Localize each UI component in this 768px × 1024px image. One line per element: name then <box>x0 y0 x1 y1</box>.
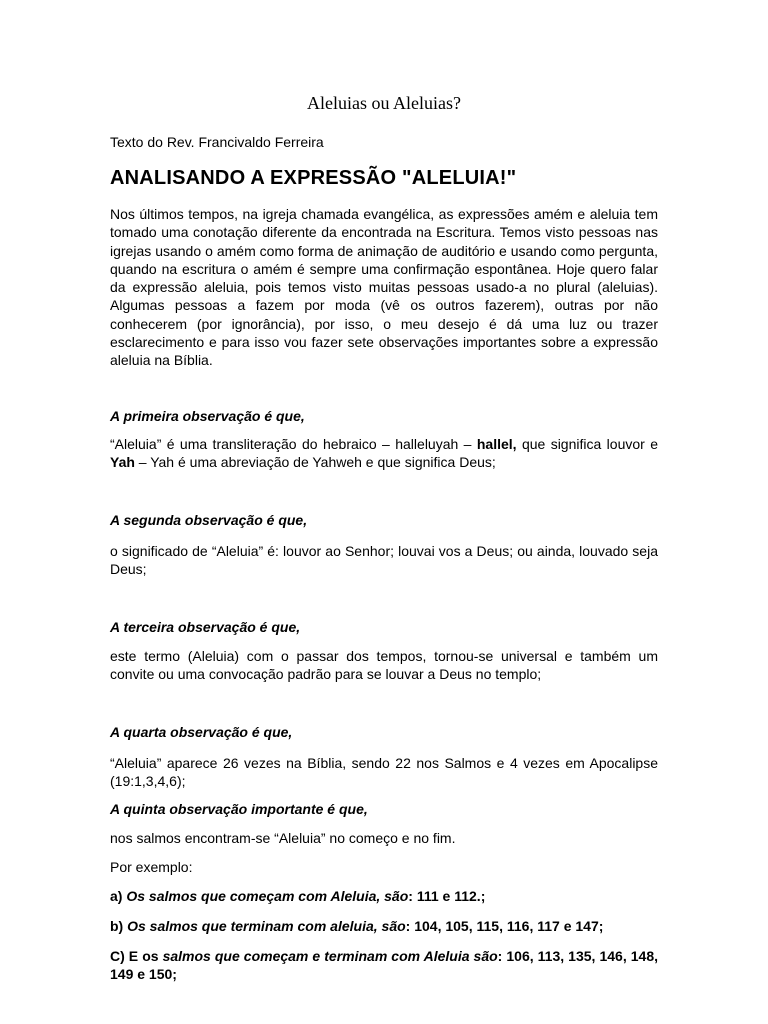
obs1-text-3: – Yah é uma abreviação de Yahweh e que significa Deus; <box>134 454 496 471</box>
list-a-values: : 111 e 112.; <box>408 888 486 904</box>
observation-1-text <box>110 435 658 472</box>
list-a-label: Os salmos que começam com Aleluia, são <box>122 888 409 904</box>
observation-4-heading: A quarta observação é que, <box>110 724 293 740</box>
observation-3-text: este termo (Aleluia) com o passar dos tempos, tornou-se universal e também um convite ou uma convocação padrão para se louvar a Deus no templo; <box>110 648 658 683</box>
list-item-c <box>110 947 658 984</box>
obs1-hallel: hallel, <box>476 436 517 452</box>
obs1-text-1: “Aleluia” é uma transliteração do hebraico – halleluyah – <box>110 436 477 452</box>
author-line: Texto do Rev. Francivaldo Ferreira <box>110 134 324 150</box>
obs1-text-2: que significa louvor e <box>516 436 658 452</box>
list-b-marker: b) <box>110 918 124 934</box>
section-heading: ANALISANDO A EXPRESSÃO "ALELUIA!" <box>110 167 517 189</box>
observation-2-heading: A segunda observação é que, <box>110 512 308 528</box>
list-b-values: : 104, 105, 115, 116, 117 e 147; <box>405 918 604 934</box>
obs1-yah: Yah <box>110 454 135 471</box>
observation-5-heading: A quinta observação importante é que, <box>110 801 368 817</box>
list-b-label: Os salmos que terminam com aleluia, são <box>123 918 406 934</box>
example-label: Por exemplo: <box>110 859 193 875</box>
observation-3-heading: A terceira observação é que, <box>110 619 301 635</box>
list-c-label: salmos que começam e terminam com Aleluia são <box>158 948 498 964</box>
list-item-b <box>110 918 603 934</box>
observation-5-text: nos salmos encontram-se “Aleluia” no começo e no fim. <box>110 830 456 846</box>
list-c-values: : 106, 113, 135, 146, 148, 149 e 150; <box>110 948 658 983</box>
observation-2-text: o significado de “Aleluia” é: louvor ao Senhor; louvai vos a Deus; ou ainda, louvado seja Deus; <box>110 543 658 578</box>
list-c-marker: C) E os <box>110 948 159 964</box>
list-item-a <box>110 888 485 904</box>
observation-4-text: “Aleluia” aparece 26 vezes na Bíblia, sendo 22 nos Salmos e 4 vezes em Apocalipse (19:1,3,4,6); <box>110 755 658 790</box>
document-title: Aleluias ou Aleluias? <box>307 93 461 113</box>
list-a-marker: a) <box>110 888 123 904</box>
observation-1-heading: A primeira observação é que, <box>110 408 305 424</box>
intro-paragraph: Nos últimos tempos, na igreja chamada evangélica, as expressões amém e aleluia tem tomado uma conotação diferente da encontrada na Escritura. Temos visto pessoas nas igrejas usando o amém como forma de animação de auditório e usando como pergunta, quando na escritura o amém é sempre uma confirmação espontânea. Hoje quero falar da expressão aleluia, pois temos visto muitas pessoas usado-a no plural (aleluias). Algumas pessoas a fazem por moda (vê os outros fazerem), outras por não conhecerem (por ignorância), por isso, o meu desejo é dá uma luz ou trazer esclarecimento e para isso vou fazer sete observações importantes sobre a expressão aleluia na Bíblia. <box>110 206 658 369</box>
